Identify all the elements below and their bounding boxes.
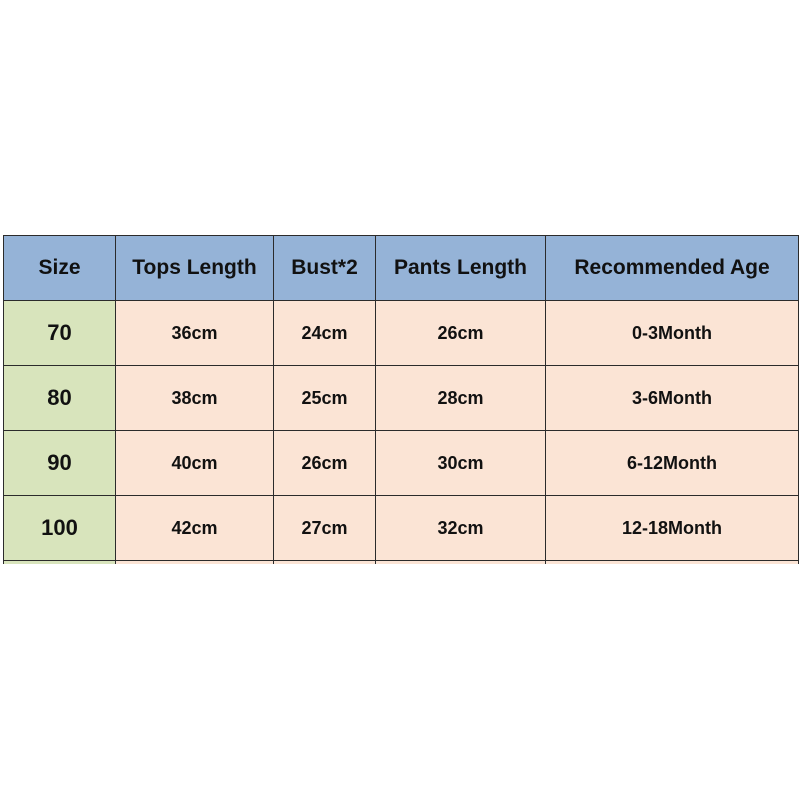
- size-cell: 80: [4, 366, 116, 431]
- bust-cell: 25cm: [274, 366, 376, 431]
- table-row: [4, 301, 799, 366]
- table-row: [4, 431, 799, 496]
- size-cell: 100: [4, 496, 116, 561]
- cropped-cell: [546, 561, 799, 565]
- header-bust: Bust*2: [274, 236, 376, 301]
- cropped-cell: [376, 561, 546, 565]
- pants-length-cell: 28cm: [376, 366, 546, 431]
- age-cell: 3-6Month: [546, 366, 799, 431]
- pants-length-cell: 26cm: [376, 301, 546, 366]
- tops-length-cell: 38cm: [116, 366, 274, 431]
- header-size: Size: [4, 236, 116, 301]
- pants-length-cell: 30cm: [376, 431, 546, 496]
- bust-cell: 26cm: [274, 431, 376, 496]
- header-recommended-age: Recommended Age: [546, 236, 799, 301]
- age-cell: 12-18Month: [546, 496, 799, 561]
- cropped-cell: [274, 561, 376, 565]
- tops-length-cell: 36cm: [116, 301, 274, 366]
- age-cell: 0-3Month: [546, 301, 799, 366]
- tops-length-cell: 40cm: [116, 431, 274, 496]
- size-cell: 70: [4, 301, 116, 366]
- header-pants-length: Pants Length: [376, 236, 546, 301]
- table-row: [4, 366, 799, 431]
- table-row: [4, 496, 799, 561]
- cropped-row-stub: [4, 561, 799, 565]
- header-row: [4, 236, 799, 301]
- pants-length-cell: 32cm: [376, 496, 546, 561]
- bust-cell: 27cm: [274, 496, 376, 561]
- size-cell: 90: [4, 431, 116, 496]
- size-chart-table: [3, 235, 799, 564]
- header-tops-length: Tops Length: [116, 236, 274, 301]
- bust-cell: 24cm: [274, 301, 376, 366]
- cropped-cell: [116, 561, 274, 565]
- age-cell: 6-12Month: [546, 431, 799, 496]
- tops-length-cell: 42cm: [116, 496, 274, 561]
- cropped-cell: [4, 561, 116, 565]
